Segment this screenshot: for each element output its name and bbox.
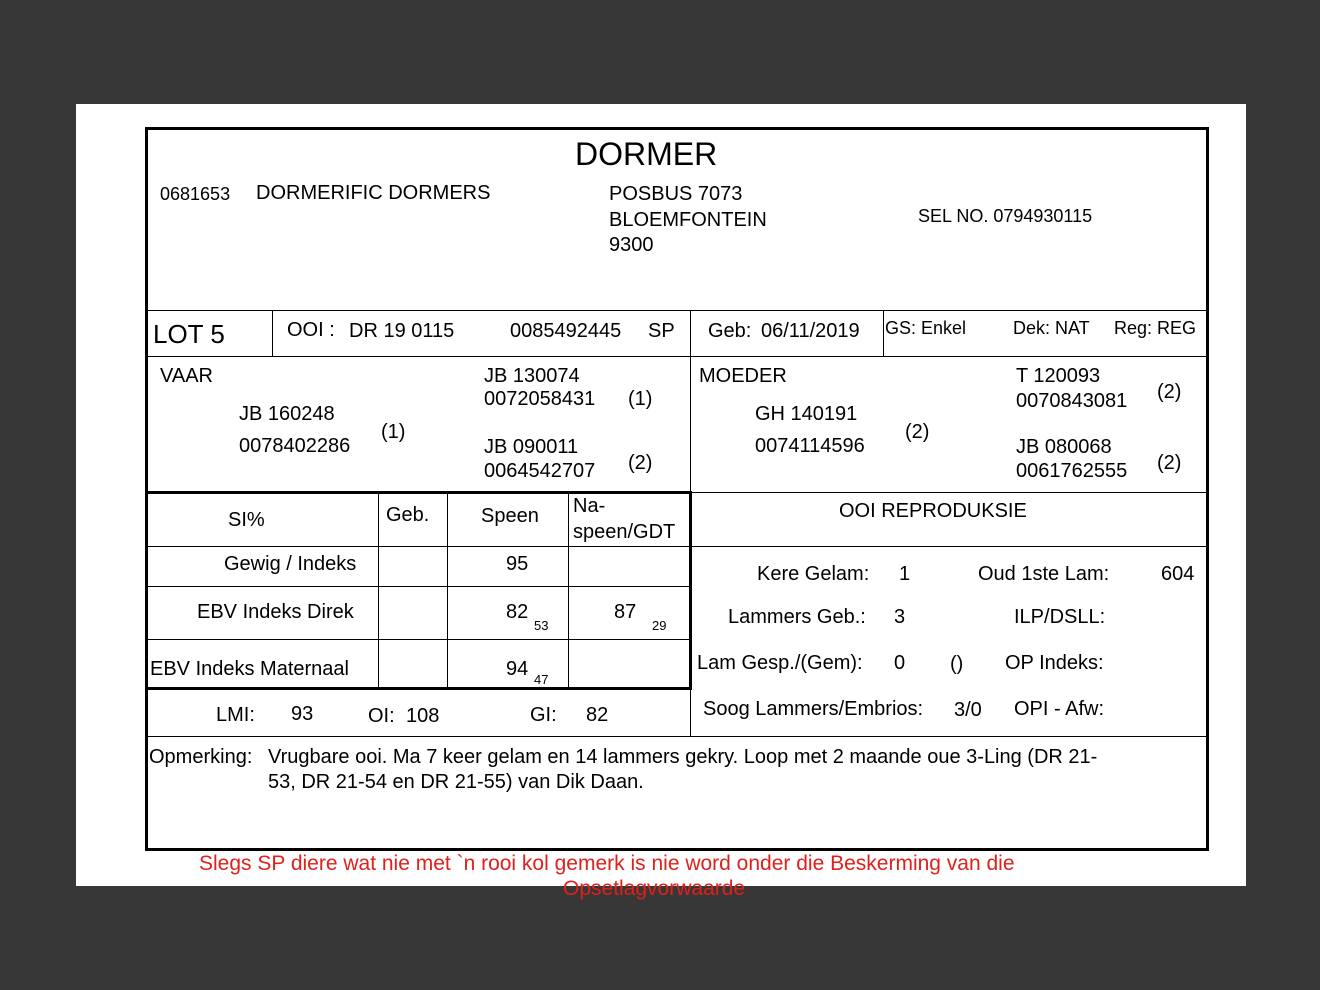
- lot-divider-1: [272, 310, 273, 356]
- si-row-maternaal-speen-accuracy: 47: [534, 672, 549, 687]
- gi-value: 82: [586, 704, 609, 726]
- moeder-sire-registration: 0070843081: [1016, 390, 1128, 412]
- moeder-registration: 0074114596: [755, 435, 865, 457]
- moeder-id: GH 140191: [755, 403, 858, 425]
- lot-row-bottom: [146, 356, 1208, 357]
- vaar-sire-id: JB 130074: [484, 365, 580, 387]
- moeder-dam-registration: 0061762555: [1016, 460, 1128, 482]
- si-table-right: [689, 491, 692, 690]
- lammers-geb-value: 3: [894, 606, 906, 628]
- kere-gelam-value: 1: [899, 563, 911, 585]
- si-row-gewig-speen: 95: [506, 553, 529, 575]
- sel-number: SEL NO. 0794930115: [918, 206, 1093, 226]
- soog-lammers-label: Soog Lammers/Embrios:: [703, 698, 924, 720]
- document-page: [76, 104, 1246, 900]
- moeder-code: (2): [905, 421, 930, 443]
- protection-notice-line-2: Opsetlagvorwaarde: [563, 877, 746, 900]
- remarks-line-1: Vrugbare ooi. Ma 7 keer gelam en 14 lammers gekry. Loop met 2 maande oue 3-Ling (DR 21-: [268, 746, 1098, 768]
- vaar-dam-registration: 0064542707: [484, 460, 596, 482]
- si-row1-bottom: [146, 586, 692, 587]
- si-col-speen-header: Speen: [481, 505, 539, 527]
- repro-title: OOI REPRODUKSIE: [839, 500, 1027, 522]
- geb-label: Geb:: [708, 320, 752, 342]
- lam-gesp-value: 0: [894, 652, 906, 674]
- gs-type: GS: Enkel: [885, 318, 967, 338]
- lmi-value: 93: [291, 703, 314, 725]
- moeder-sire-code: (2): [1157, 381, 1182, 403]
- frame-bottom: [145, 848, 1209, 851]
- frame-right: [1206, 127, 1209, 850]
- moeder-dam-id: JB 080068: [1016, 436, 1112, 458]
- remarks-line-2: 53, DR 21-54 en DR 21-55) van Dik Daan.: [268, 771, 644, 793]
- soog-lammers-value: 3/0: [954, 699, 982, 721]
- ilp-dsll-label: ILP/DSLL:: [1014, 606, 1106, 628]
- lmi-label: LMI:: [216, 704, 255, 726]
- oi-label: OI:: [368, 705, 395, 727]
- ooi-registration: 0085492445: [510, 320, 622, 342]
- dek-type: Dek: NAT: [1013, 318, 1090, 338]
- oud-1ste-lam-label: Oud 1ste Lam:: [978, 563, 1110, 585]
- vaar-code: (1): [381, 421, 406, 443]
- address-line-1: POSBUS 7073: [609, 183, 743, 205]
- moeder-dam-code: (2): [1157, 452, 1182, 474]
- frame-top: [145, 127, 1209, 130]
- ooi-grade: SP: [648, 320, 675, 342]
- reg-type: Reg: REG: [1114, 318, 1197, 338]
- remarks-label: Opmerking:: [149, 746, 253, 768]
- si-title: SI%: [228, 509, 265, 531]
- op-indeks-label: OP Indeks:: [1005, 652, 1104, 674]
- lammers-geb-label: Lammers Geb.:: [728, 606, 866, 628]
- kere-gelam-label: Kere Gelam:: [757, 563, 870, 585]
- si-row-direk-label: EBV Indeks Direk: [197, 601, 354, 623]
- si-row-direk-speen-accuracy: 53: [534, 618, 549, 633]
- vaar-dam-code: (2): [628, 452, 653, 474]
- lot-divider-2: [690, 310, 691, 356]
- gi-label: GI:: [530, 704, 557, 726]
- si-table-bottom: [146, 687, 692, 690]
- frame-left: [145, 127, 148, 850]
- breeder-number: 0681653: [160, 184, 231, 204]
- oi-value: 108: [406, 705, 440, 727]
- si-row-direk-speen: 82: [506, 601, 529, 623]
- si-row-maternaal-label: EBV Indeks Maternaal: [150, 658, 349, 680]
- lam-gesp-label: Lam Gesp./(Gem):: [697, 652, 863, 674]
- repro-top: [690, 492, 1208, 493]
- moeder-label: MOEDER: [699, 365, 787, 387]
- vaar-sire-code: (1): [628, 388, 653, 410]
- lot-divider-3: [883, 310, 884, 356]
- si-row-direk-naspeen: 87: [614, 601, 637, 623]
- vaar-id: JB 160248: [239, 403, 335, 425]
- si-col-geb-header: Geb.: [386, 504, 430, 526]
- lam-gesp-gem: (): [950, 653, 964, 675]
- remarks-top: [146, 736, 1208, 737]
- si-col-naspeen: [568, 492, 569, 690]
- si-col-naspeen-header: Na- speen/GDT: [573, 495, 676, 543]
- address-line-3: 9300: [609, 234, 654, 256]
- si-row-maternaal-speen: 94: [506, 658, 529, 680]
- ooi-label: OOI :: [287, 319, 335, 341]
- si-col-speen: [447, 492, 448, 690]
- moeder-sire-id: T 120093: [1016, 365, 1101, 387]
- si-row-direk-naspeen-accuracy: 29: [652, 618, 667, 633]
- address-line-2: BLOEMFONTEIN: [609, 209, 767, 231]
- vaar-registration: 0078402286: [239, 435, 351, 457]
- protection-notice-line-1: Slegs SP diere wat nie met `n rooi kol gemerk is nie word onder die Beskerming van die: [199, 852, 1015, 875]
- breeder-name: DORMERIFIC DORMERS: [256, 182, 491, 204]
- vaar-dam-id: JB 090011: [484, 436, 579, 458]
- vaar-label: VAAR: [160, 365, 213, 387]
- lot-number: LOT 5: [153, 319, 225, 349]
- birth-date: 06/11/2019: [761, 320, 860, 342]
- oud-1ste-lam-value: 604: [1161, 563, 1195, 585]
- vaar-sire-registration: 0072058431: [484, 388, 596, 410]
- si-row2-bottom: [146, 639, 692, 640]
- opi-afw-label: OPI - Afw:: [1014, 698, 1105, 720]
- si-header-bottom: [146, 546, 1208, 547]
- si-col-geb: [378, 492, 379, 690]
- ooi-id: DR 19 0115: [349, 320, 455, 342]
- si-row-gewig-label: Gewig / Indeks: [224, 553, 357, 575]
- breed-title: DORMER: [575, 136, 718, 172]
- lot-row-top: [146, 310, 1208, 311]
